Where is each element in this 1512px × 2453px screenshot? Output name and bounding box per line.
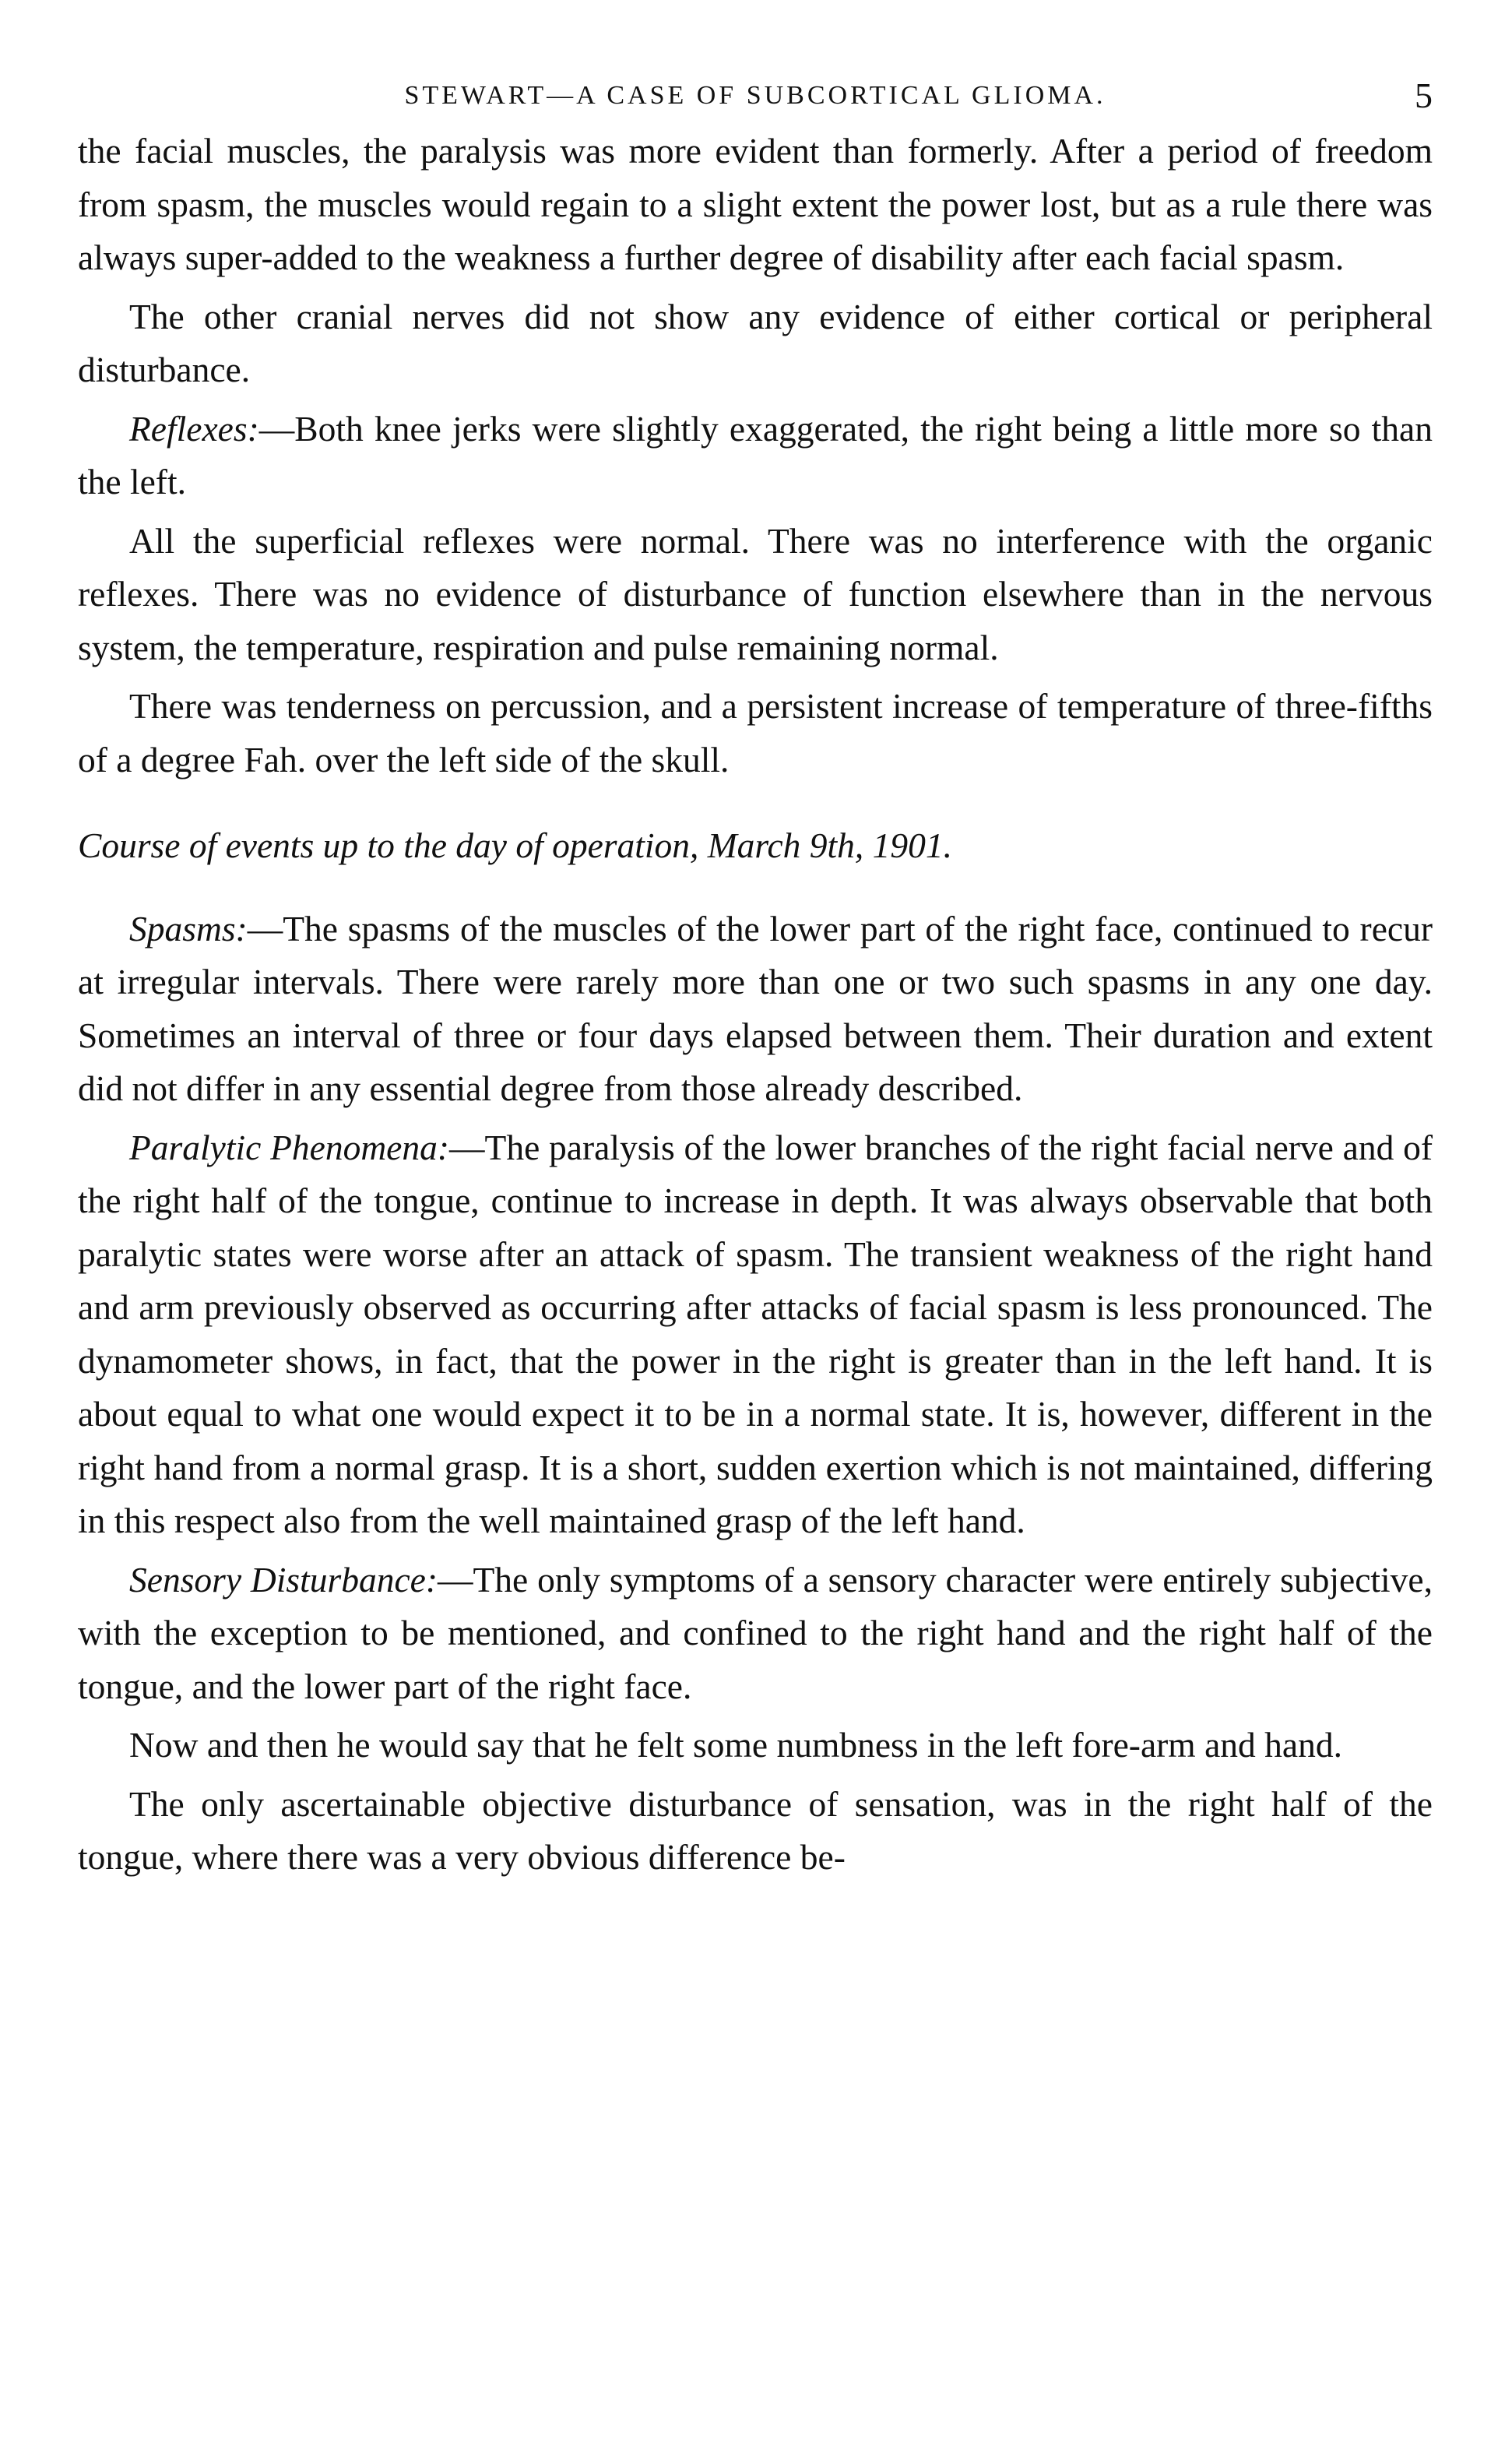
run-in-heading: Spasms:	[129, 908, 248, 948]
paragraph-text: There was tenderness on percussion, and a persistent increase of temperature of three-fifths of a degree Fah. over the left side of the skull.	[78, 686, 1433, 780]
running-head	[78, 70, 1433, 125]
paragraph-text: —The spasms of the muscles of the lower part of the right face, continued to recur at irregular intervals. There were rarely more than one or two such spasms in any one day. Sometimes an interval of three or four days elapsed between them. Their duration and extent did not differ in any essential degree from those already described.	[78, 908, 1433, 1108]
paragraph-facial-muscles	[78, 125, 1433, 285]
paragraph-sensory-disturbance	[78, 1554, 1433, 1714]
paragraph-text: the facial muscles, the paralysis was more evident than formerly. After a period of freedom from spasm, the muscles would regain to a slight extent the power lost, but as a rule there was always super-added to the weakness a further degree of disability after each facial spasm.	[78, 131, 1433, 277]
paragraph-superficial-reflexes	[78, 515, 1433, 675]
paragraph-text: —The only symptoms of a sensory character were entirely subjective, with the exception to be mentioned, and confined to the right hand and the right half of the tongue, and the lower part of the right face.	[78, 1559, 1433, 1706]
paragraph-objective-disturbance	[78, 1778, 1433, 1885]
run-in-heading: Paralytic Phenomena:	[129, 1127, 450, 1167]
paragraph-text: The only ascertainable objective disturbance of sensation, was in the right half of the tongue, where there was a very obvious difference be-	[78, 1783, 1433, 1877]
paragraph-text: All the superficial reflexes were normal. There was no interference with the organic reflexes. There was no evidence of disturbance of function elsewhere than in the nervous system, the temperature, respiration and pulse remaining normal.	[78, 520, 1433, 667]
book-page	[78, 70, 1433, 1885]
paragraph-spasms	[78, 903, 1433, 1116]
running-title: STEWART—A CASE OF SUBCORTICAL GLIOMA.	[404, 81, 1106, 110]
paragraph-tenderness	[78, 680, 1433, 787]
paragraph-reflexes	[78, 403, 1433, 509]
run-in-heading: Reflexes:	[129, 408, 259, 449]
section-heading: Course of events up to the day of operation, March 9th, 1901.	[78, 825, 953, 865]
paragraph-text: The other cranial nerves did not show any evidence of either cortical or peripheral disturbance.	[78, 296, 1433, 389]
paragraph-cranial-nerves	[78, 290, 1433, 397]
page-number: 5	[1415, 76, 1433, 115]
paragraph-text: Now and then he would say that he felt some numbness in the left fore-arm and hand.	[129, 1725, 1342, 1765]
paragraph-numbness	[78, 1719, 1433, 1772]
paragraph-text: —The paralysis of the lower branches of the right facial nerve and of the right half of the tongue, continue to increase in depth. It was always observable that both paralytic states were worse after an attack of spasm. The transient weakness of the right hand and arm previously observed as occurring after attacks of facial spasm is less pronounced. The dynamometer shows, in fact, that the power in the right is greater than in the left hand. It is about equal to what one would expect it to be in a normal state. It is, however, different in the right hand from a normal grasp. It is a short, sudden exertion which is not maintained, differing in this respect also from the well maintained grasp of the left hand.	[78, 1127, 1433, 1540]
paragraph-paralytic-phenomena	[78, 1121, 1433, 1548]
paragraph-text: —Both knee jerks were slightly exaggerated, the right being a little more so than the left.	[78, 408, 1433, 502]
run-in-heading: Sensory Disturbance:	[129, 1559, 438, 1600]
